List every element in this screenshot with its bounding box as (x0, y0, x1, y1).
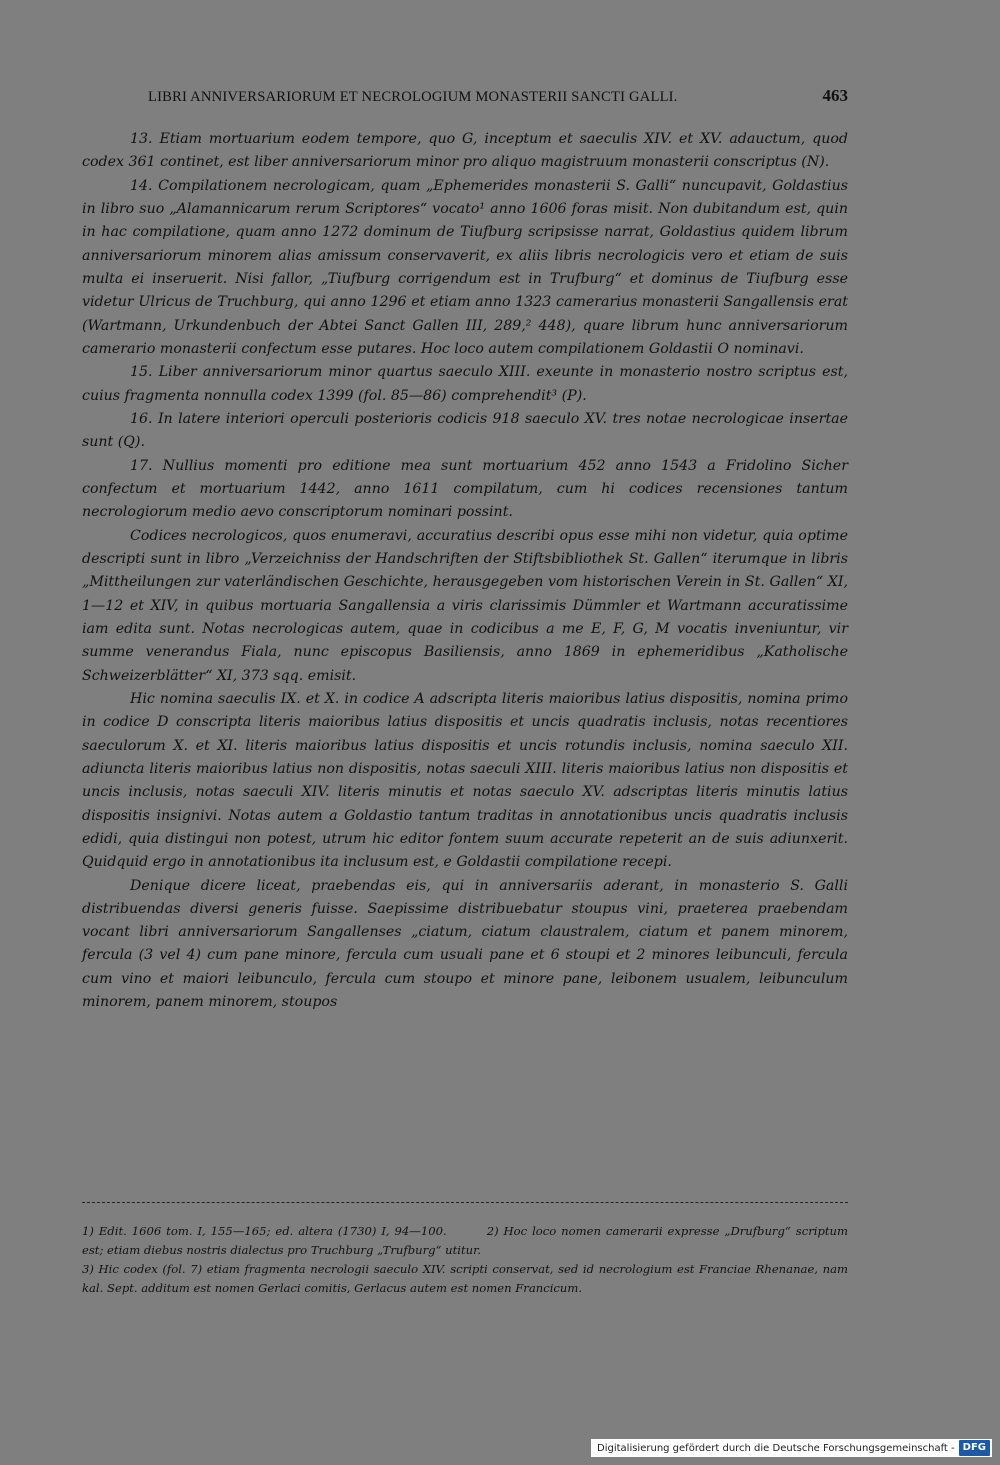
paragraph-15: 15. Liber anniversariorum minor quartus saeculo XIII. exeunte in monasterio nostro scriptus est, cuius fragmenta nonnulla codex 1399 (fol. 85—86) comprehendit³ (P). (82, 364, 848, 404)
page-header (82, 86, 848, 106)
footnote-3: 3) Hic codex (fol. 7) etiam fragmenta necrologii saeculo XIV. scripti conservat, sed id necrologium est Franciae Rhenanae, nam kal. Sept. additum est nomen Gerlaci comitis, Gerlacus autem est nomen Francicum. (82, 1262, 848, 1295)
running-title: LIBRI ANNIVERSARIORUM ET NECROLOGIUM MONASTERII SANCTI GALLI. (148, 89, 678, 105)
footnote-row-1 (82, 1222, 848, 1260)
paragraph-nomina: Hic nomina saeculis IX. et X. in codice A adscripta literis maioribus latius dispositis, nomina primo in codice D conscripta literis maioribus latius dispositis et uncis quadratis inclusis, notas recentiores saeculorum X. et XI. literis maioribus latius dispositis et uncis rotundis inclusis, nomina saeculo XII. adiuncta literis maioribus latius non dispositis, notas saeculi XIII. literis maioribus latius non dispositis et uncis inclusis, notas saeculi XIV. literis minutis et notas saeculo XV. adscriptas literis minutis latius dispositis insignivi. Notas autem a Goldastio tantum traditas in annotationibus uncis quadratis inclusis edidi, quia distingui non potest, utrum hic editor fontem suum accurate repeterit an de suis adiunxerit. Quidquid ergo in annotationibus ita inclusum est, e Goldastii compilatione recepi. (82, 690, 848, 871)
paragraph-codices: Codices necrologicos, quos enumeravi, accuratius describi opus esse mihi non videtur, quia optime descripti sunt in libro „Verzeichniss der Handschriften der Stiftsbibliothek St. Gallen“ iterumque in libris „Mittheilungen zur vaterländischen Geschichte, herausgegeben vom historischen Verein in St. Gallen“ XI, 1—12 et XIV, in quibus mortuaria Sangallensia a viris clarissimis Dümmler et Wartmann accuratissime iam edita sunt. Notas necrologicas autem, quae in codicibus a me E, F, G, M vocatis inveniuntur, vir summe venerandus Fiala, nunc episcopus Basiliensis, anno 1869 in ephemeridibus „Katholische Schweizerblätter“ XI, 373 sqq. emisit. (82, 527, 848, 684)
paragraph-14: 14. Compilationem necrologicam, quam „Ephemerides monasterii S. Galli“ nuncupavit, Goldastius in libro suo „Alamannicarum rerum Scriptores“ vocato¹ anno 1606 foras misit. Non dubitandum est, quin in hac compilatione, quam anno 1272 dominum de Tiufburg scripsisse narrat, Goldastius quidem librum anniversariorum minorem alias amissum conservaverit, ex aliis libris necrologicis vero et etiam de suis multa ei inseruerit. Nisi fallor, „Tiufburg corrigendum est in Trufburg“ et dominus de Tiufburg esse videtur Ulricus de Truchburg, qui anno 1296 et etiam anno 1323 camerarius monasterii Sangallensis erat (Wartmann, Urkundenbuch der Abtei Sanct Gallen III, 289,² 448), quare librum hunc anniversariorum camerario monasterii confectum esse putares. Hoc loco autem compilationem Goldastii O nominavi. (82, 177, 848, 357)
footnote-2: 2) Hoc loco nomen camerarii expresse „Drufburg“ scriptum est; etiam diebus nostris dialectus pro Truchburg „Trufburg“ utitur. (82, 1224, 848, 1257)
paragraph-13: 13. Etiam mortuarium eodem tempore, quo G, inceptum et saeculis XIV. et XV. adauctum, quod codex 361 continet, est liber anniversariorum minor pro aliquo magistruum monasterii conscriptus (N). (82, 131, 848, 171)
footnote-1: 1) Edit. 1606 tom. I, 155—165; ed. altera (1730) I, 94—100. (82, 1224, 447, 1238)
footnotes (82, 1222, 848, 1298)
page-number: 463 (822, 86, 848, 105)
paragraph-17: 17. Nullius momenti pro editione mea sunt mortuarium 452 anno 1543 a Fridolino Sicher confectum et mortuarium 1442, anno 1611 compilatum, cum hi codices recensiones tantum necrologiorum medio aevo conscriptorum nominari possint. (82, 457, 848, 521)
funding-notice-text: Digitalisierung gefördert durch die Deutsche Forschungsgemeinschaft - (597, 1442, 955, 1454)
body-text (82, 128, 848, 1014)
paragraph-denique: Denique dicere liceat, praebendas eis, qui in anniversariis aderant, in monasterio S. Galli distribuendas diversi generis fuisse. Saepissime distribuebatur stoupus vini, praeterea praebendam vocant libri anniversariorum Sangallenses „ciatum, ciatum claustralem, ciatum et panem minorem, fercula (3 vel 4) cum pane minore, fercula cum usuali pane et 6 stoupi et 2 minores leibunculi, fercula cum vino et maiori leibunculo, fercula cum stoupo et minore pane, leibonem usualem, leibunculum minorem, panem minorem, stoupos (82, 877, 848, 1011)
paragraph-16: 16. In latere interiori operculi posterioris codicis 918 saeculo XV. tres notae necrologicae insertae sunt (Q). (82, 410, 848, 451)
funding-notice[interactable] (591, 1439, 992, 1457)
dfg-logo: DFG (959, 1440, 990, 1456)
footnote-divider (82, 1202, 848, 1203)
